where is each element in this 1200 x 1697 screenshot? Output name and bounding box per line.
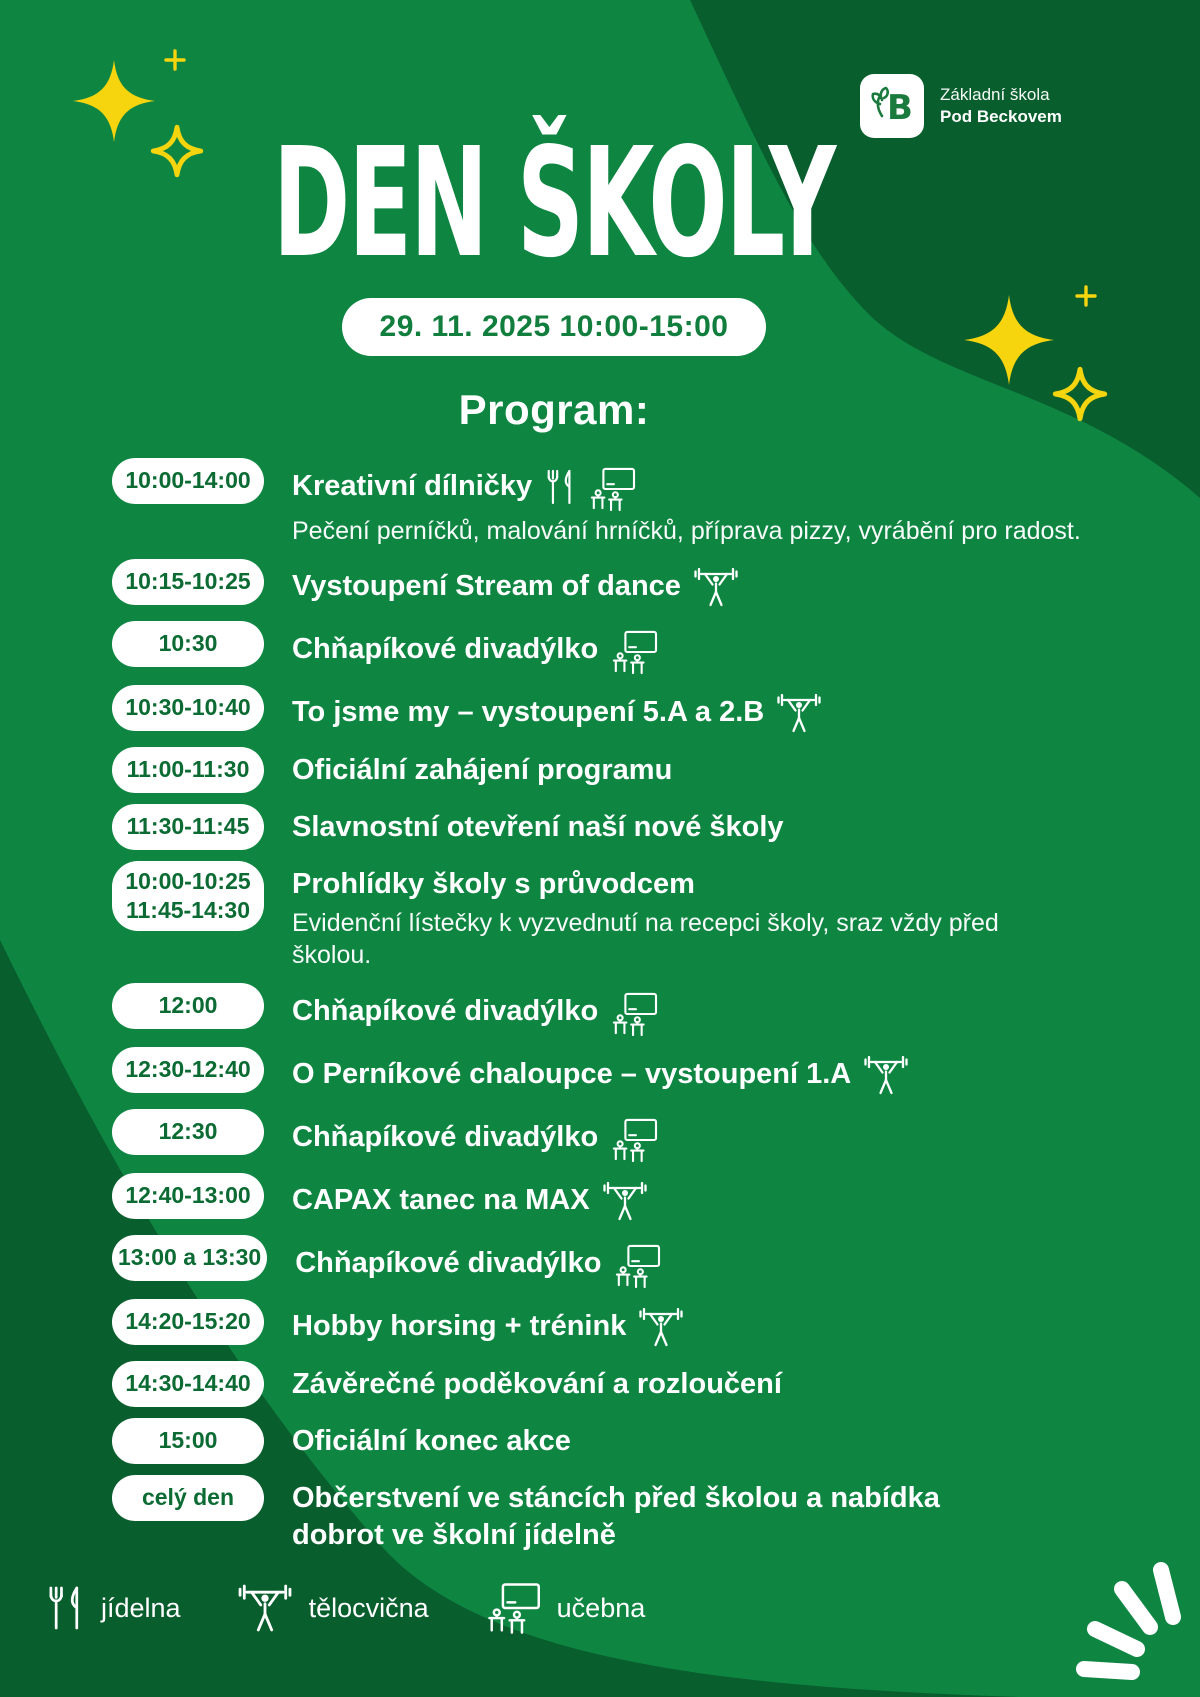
event-title-line — [295, 1240, 661, 1288]
event-body — [292, 685, 822, 736]
time-text: 10:30-10:40 — [125, 693, 251, 720]
program-row — [112, 458, 1112, 548]
program-row — [112, 747, 1112, 793]
event-title-line — [292, 1480, 1032, 1554]
classroom-icon — [610, 630, 658, 674]
event-title: Vystoupení Stream of dance — [292, 569, 681, 602]
program-row — [112, 804, 1112, 850]
time-pill — [112, 1109, 264, 1155]
legend-label: tělocvična — [308, 1592, 429, 1623]
event-title: Chňapíkové divadýlko — [292, 1121, 599, 1154]
program-row — [112, 1109, 1112, 1162]
program-row — [112, 861, 1112, 972]
event-body — [295, 1235, 661, 1288]
event-title: Chňapíkové divadýlko — [292, 995, 599, 1028]
event-title-line — [292, 1052, 909, 1098]
time-text: 10:00-10:25 — [125, 867, 251, 894]
sparkle-star-icon — [964, 293, 1054, 387]
event-title: CAPAX tanec na MAX — [292, 1184, 590, 1217]
time-pill — [112, 1235, 267, 1281]
event-title-line — [292, 752, 672, 789]
program-row — [112, 1361, 1112, 1407]
time-text: 14:30-14:40 — [125, 1369, 251, 1396]
event-body — [292, 621, 658, 674]
weightlifter-icon — [638, 1304, 684, 1350]
program-row — [112, 1235, 1112, 1288]
program-list — [112, 458, 1112, 1565]
program-row — [112, 1047, 1112, 1098]
school-name-line2: Pod Beckovem — [940, 107, 1062, 126]
time-pill — [112, 685, 264, 731]
event-body — [292, 804, 784, 846]
school-monogram-letter: B — [887, 88, 913, 128]
event-title: Občerstvení ve stáncích před školou a nabídka dobrot ve školní jídelně — [292, 1481, 940, 1551]
time-text: 10:30 — [158, 629, 218, 656]
time-text: 12:00 — [158, 991, 218, 1018]
program-row — [112, 621, 1112, 674]
event-body — [292, 458, 1081, 548]
time-pill — [112, 1173, 264, 1219]
time-text: 12:30 — [158, 1117, 218, 1144]
legend-item-gym — [237, 1580, 429, 1636]
classroom-icon — [588, 467, 636, 511]
time-text: 10:15-10:25 — [125, 567, 251, 594]
time-pill — [112, 1475, 264, 1521]
time-pill — [112, 1418, 264, 1464]
time-pill — [112, 1361, 264, 1407]
time-text: 12:30-12:40 — [125, 1055, 251, 1082]
time-pill — [112, 1047, 264, 1093]
event-body — [292, 983, 658, 1036]
event-subtitle: Evidenční lístečky k vyzvednutí na recepci školy, sraz vždy před školou. — [292, 908, 999, 970]
legend-label: učebna — [556, 1592, 646, 1623]
event-title: To jsme my – vystoupení 5.A a 2.B — [292, 695, 765, 728]
event-title: Slavnostní otevření naší nové školy — [292, 810, 784, 843]
event-body — [292, 861, 1082, 972]
event-title: Chňapíkové divadýlko — [295, 1247, 602, 1280]
time-pill — [112, 621, 264, 667]
event-title-line — [292, 988, 658, 1036]
program-row — [112, 1475, 1112, 1554]
event-title: Závěrečné poděkování a rozloučení — [292, 1367, 782, 1400]
time-text: 11:30-11:45 — [126, 812, 250, 839]
event-title-line — [292, 866, 1082, 903]
event-title-line — [292, 809, 784, 846]
time-text: 10:00-14:00 — [125, 467, 251, 494]
time-pill — [112, 983, 264, 1029]
date-badge: 29. 11. 2025 10:00-15:00 — [342, 298, 767, 356]
event-title: Oficiální konec akce — [292, 1424, 571, 1457]
time-text: celý den — [141, 1483, 235, 1510]
event-title-line — [292, 1423, 571, 1460]
program-heading: Program: — [458, 386, 650, 433]
event-title-line — [292, 626, 658, 674]
event-title: Kreativní dílničky — [292, 470, 533, 503]
school-name-line1: Základní škola — [940, 84, 1050, 104]
header-column — [0, 0, 1200, 433]
event-title-line — [292, 1366, 782, 1403]
classroom-icon — [485, 1582, 541, 1634]
event-title: O Perníkové chaloupce – vystoupení 1.A — [292, 1058, 852, 1091]
legend-item-classroom — [485, 1582, 646, 1634]
time-pill — [112, 747, 264, 793]
event-title: Chňapíkové divadýlko — [292, 632, 599, 665]
icon-legend — [45, 1580, 701, 1636]
program-row — [112, 685, 1112, 736]
time-text: 12:40-13:00 — [125, 1181, 251, 1208]
event-body — [292, 1475, 1032, 1554]
program-row — [112, 559, 1112, 610]
time-pill — [112, 804, 264, 850]
event-body — [292, 1361, 782, 1403]
weightlifter-icon — [237, 1580, 293, 1636]
program-row — [112, 1173, 1112, 1224]
classroom-icon — [610, 992, 658, 1036]
program-row — [112, 983, 1112, 1036]
event-title-line — [292, 690, 822, 736]
cutlery-icon — [544, 467, 576, 507]
weightlifter-icon — [602, 1178, 648, 1224]
event-body — [292, 1418, 571, 1460]
cutlery-icon — [45, 1583, 85, 1633]
event-title: Oficiální zahájení programu — [292, 753, 673, 786]
event-body — [292, 1299, 684, 1350]
event-title-line — [292, 1114, 658, 1162]
event-body — [292, 747, 672, 789]
sparkle-plus-icon — [1074, 284, 1098, 308]
event-title-line — [292, 1178, 648, 1224]
time-text: 13:00 a 13:30 — [118, 1243, 262, 1270]
classroom-icon — [613, 1244, 661, 1288]
program-row — [112, 1299, 1112, 1350]
event-title-line — [292, 564, 739, 610]
event-body — [292, 559, 739, 610]
event-body — [292, 1109, 658, 1162]
weightlifter-icon — [693, 564, 739, 610]
legend-label: jídelna — [101, 1592, 181, 1623]
time-text: 11:45-14:30 — [125, 896, 251, 923]
time-text: 15:00 — [158, 1426, 218, 1453]
poster-title: DEN ŠKOLY — [273, 115, 835, 291]
time-pill — [112, 458, 264, 504]
time-pill — [112, 1299, 264, 1345]
event-title: Hobby horsing + trénink — [292, 1310, 627, 1343]
time-pill — [112, 559, 264, 605]
time-text: 14:20-15:20 — [125, 1307, 251, 1334]
weightlifter-icon — [776, 690, 822, 736]
classroom-icon — [610, 1118, 658, 1162]
time-pill — [112, 861, 264, 932]
event-title: Prohlídky školy s průvodcem — [292, 867, 695, 900]
event-body — [292, 1047, 909, 1098]
event-subtitle: Pečení perníčků, malování hrníčků, příprava pizzy, vyrábění pro radost. — [292, 517, 1081, 545]
burst-lines-icon — [1040, 1545, 1190, 1690]
event-title-line — [292, 1304, 684, 1350]
legend-item-canteen — [45, 1583, 181, 1633]
weightlifter-icon — [863, 1052, 909, 1098]
event-title-line — [292, 463, 1081, 511]
program-row — [112, 1418, 1112, 1464]
event-body — [292, 1173, 648, 1224]
time-text: 11:00-11:30 — [126, 755, 250, 782]
